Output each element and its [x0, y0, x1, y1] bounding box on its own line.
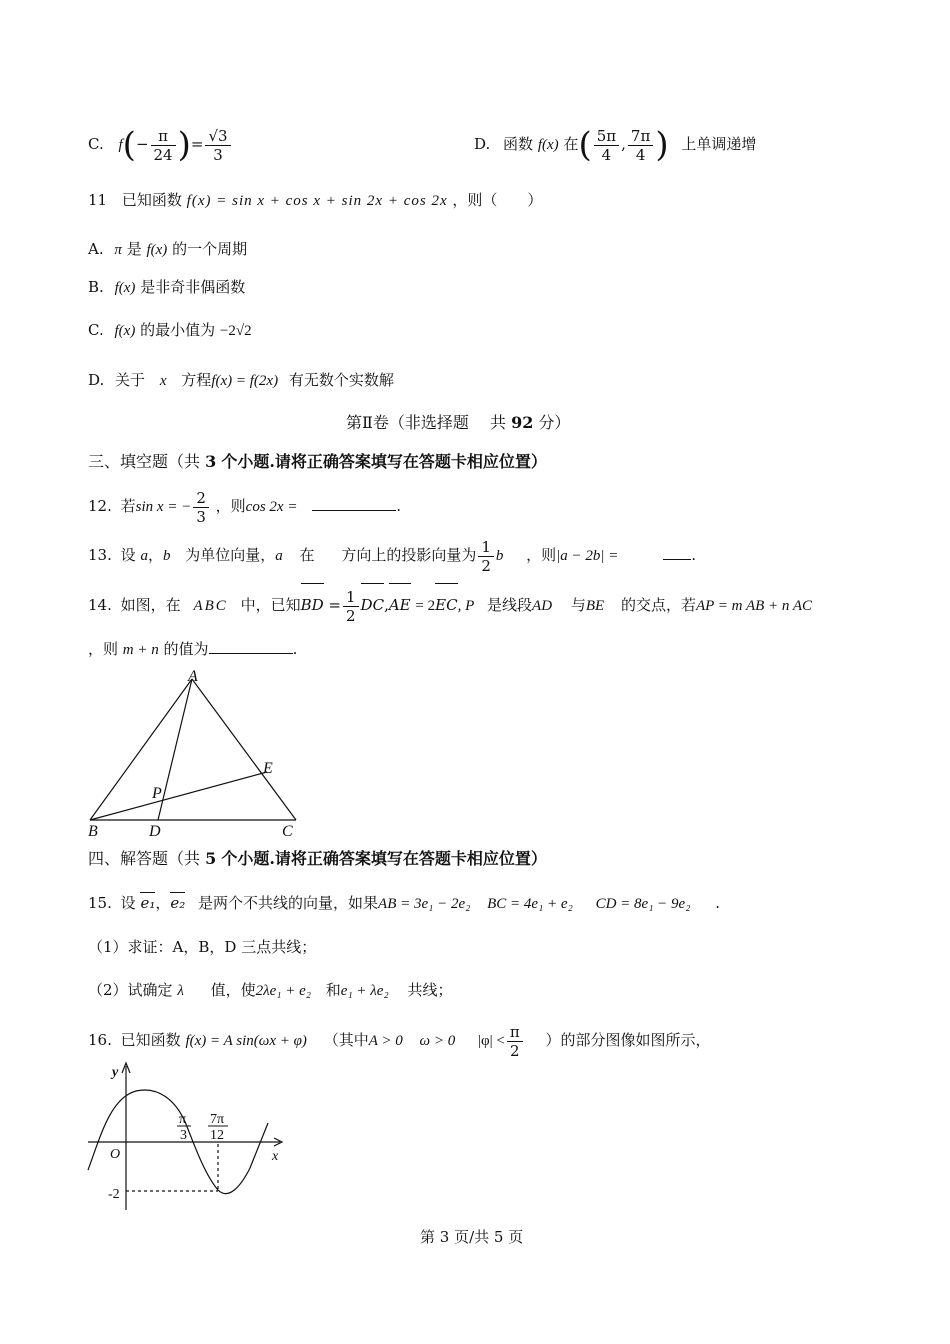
section-3-heading: 三、填空题（共 3 个小题.请将正确答案填写在答题卡相应位置） [88, 452, 547, 471]
q11-option-b: B. f(x) 是非奇非偶函数 [88, 278, 246, 296]
q13-fraction: $\frac{1}{2}$ [478, 538, 494, 575]
triangle-label-a: A [188, 668, 198, 685]
q11-option-c: C. f(x) 的最小值为 −2√2 [88, 321, 252, 339]
q15-stem: 15. 设 e₁，e₂ 是两个不共线的向量，如果AB = 3e₁ − 2e₂ BC = 4e₁ + e₂ CD = 8e₁ − 9e₂ . [88, 894, 720, 912]
triangle-label-b: B [88, 823, 98, 840]
q11-option-a: A. π 是 f(x) 的一个周期 [88, 240, 248, 258]
q15-part-2: （2）试确定 λ 值，使2λe₁ + e₂ 和e₁ + λe₂ 共线； [88, 981, 453, 999]
q11-stem: 11 已知函数 f(x) = sin x + cos x + sin 2x + cos 2x ，则（ ） [88, 191, 543, 209]
q15-part-1: （1）求证：A，B，D 三点共线； [88, 938, 317, 956]
q16-sine-graph [80, 1058, 300, 1216]
q16-stem: 16. 已知函数 f(x) = A sin(ωx + φ) （其中A > 0 ω > 0 |φ| < $\frac{\pi}{2}$ ）的部分图像如图所示， [88, 1022, 711, 1060]
triangle-label-d: D [149, 823, 161, 840]
q10-d-fraction-2: $\frac{7\pi}{4}$ [628, 127, 653, 164]
q14-answer-blank[interactable] [209, 639, 293, 654]
q14-fraction: $\frac{1}{2}$ [343, 588, 359, 625]
q12: 12. 若sin x = − $\frac{2}{3}$ ，则cos 2x = . [88, 488, 402, 526]
q11-option-d: D. 关于 x 方程f(x) = f(2x) 有无数个实数解 [88, 371, 394, 389]
q13-answer-blank[interactable] [663, 545, 691, 560]
graph-y-label: y [112, 1065, 119, 1080]
q10-d-fraction-1: $\frac{5\pi}{4}$ [594, 127, 619, 164]
q16-fraction: $\frac{\pi}{2}$ [507, 1023, 523, 1060]
q13: 13. 设 a，b 为单位向量，a 在 方向上的投影向量为 $\frac{1}{2}$ b ，则|a − 2b| = . [88, 537, 696, 575]
triangle-label-e: E [263, 760, 273, 777]
graph-origin-label: O [110, 1147, 121, 1162]
graph-tick-7pi12-den: 12 [210, 1128, 224, 1143]
section-4-heading: 四、解答题（共 5 个小题.请将正确答案填写在答题卡相应位置） [88, 849, 547, 868]
triangle-label-p: P [152, 785, 162, 802]
q14-triangle-figure [82, 664, 312, 844]
graph-tick-pi3-num: π [179, 1112, 187, 1127]
page-footer: 第 3 页/共 5 页 [420, 1228, 524, 1246]
q10-c-fraction: $\frac{\pi}{24}$ [151, 127, 176, 164]
triangle-label-c: C [282, 823, 293, 840]
q10-option-c: C. f(− $\frac{\pi}{24}$ )= $\frac{√3}{3}$ [88, 122, 233, 166]
graph-tick-7pi12-num: 7π [210, 1112, 225, 1127]
graph-minus-2-label: -2 [108, 1187, 120, 1202]
q14-line-1: 14. 如图，在 ABC 中，已知BD = $\frac{1}{2}$ DC,AE = 2EC, P 是线段AD 与BE 的交点，若AP = m AB + n AC [88, 583, 812, 627]
section-2-title: 第Ⅱ卷（非选择题 共 92 分） [346, 413, 571, 432]
graph-x-label: x [272, 1149, 279, 1164]
graph-tick-pi3-den: 3 [180, 1128, 187, 1143]
q12-fraction: $\frac{2}{3}$ [193, 489, 209, 526]
q10-option-d: D. 函数 f(x) 在( $\frac{5\pi}{4}$ , $\frac{7\pi}{4}$ ) 上单调递增 [474, 125, 757, 165]
q12-answer-blank[interactable] [312, 496, 396, 511]
q10-c-value: $\frac{√3}{3}$ [205, 127, 230, 164]
q14-line-2: ，则 m + n 的值为 . [88, 640, 298, 658]
